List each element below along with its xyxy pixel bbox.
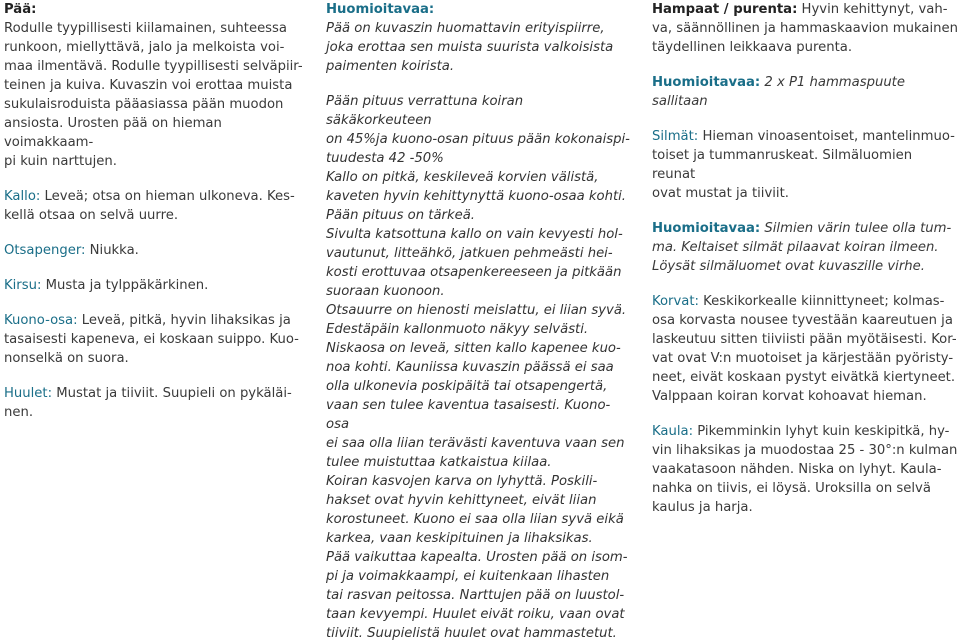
silmat-line: Hieman vinoasentoiset, mantelinmuo- [698,129,955,144]
huom2-line: Löysät silmäluomet ovat kuvaszille virhe. [652,259,925,274]
silmat-paragraph [652,127,958,203]
kuono-line: nonselkä on suora. [4,351,129,366]
huom1-text: 2 x P1 hammaspuute sallitaan [652,75,905,109]
huulet-line: Mustat ja tiiviit. Suupieli on pykäläi- [52,386,292,401]
huom2-line: Silmien värin tulee olla tum- [760,221,952,236]
body-line: taan kevyempi. Huulet eivät roiku, vaan ovat [326,607,625,622]
body-line: tulee muistuttaa katkaistua kiilaa. [326,455,552,470]
body-line: olla ulkonevia poskipäitä tai otsapengertä, [326,379,608,394]
body-line: Pää vaikuttaa kapealta. Urosten pää on isom- [326,550,628,565]
kaula-term: Kaula: [652,424,694,439]
huulet-term: Huulet: [4,386,53,401]
kaula-line: kaulus ja harja. [652,500,753,515]
body-line: on 45%ja kuono-osan pituus pään kokonaispi- [326,132,630,147]
body-line: hakset ovat hyvin kehittyneet, eivät liian [326,493,597,508]
korvat-line: Keskikorkealle kiinnittyneet; kolmas- [698,294,945,309]
huom2-term: Huomioitavaa: [652,221,761,236]
body-line: karkea, vaan keskipituinen ja lihaksikas. [326,531,593,546]
body-line: Otsauurre on hienosti meislattu, ei liian syvä. [326,303,627,318]
body-line: tuudesta 42 -50% [326,151,444,166]
paa-line: runkoon, miellyttävä, jalo ja melkoista voi- [4,40,285,55]
body-line: Pään pituus verrattuna koiran säkäkorkeuteen [326,94,524,128]
paa-line: ansiosta. Urosten pää on hieman voimakkaam- [4,116,222,150]
hampaat-term: Hampaat / purenta: [652,2,798,17]
kaula-line: vaakatasoon nähden. Niska on lyhyt. Kaula- [652,462,942,477]
korvat-line: Valppaan koiran korvat kohoavat hieman. [652,389,927,404]
column-2 [326,0,632,643]
huulet-paragraph [4,384,304,422]
kuono-paragraph [4,311,304,368]
column-1 [4,0,304,422]
paa-line: sukulaisroduista pääasiassa pään muodon [4,97,284,112]
otsapenger-paragraph [4,241,304,260]
korvat-line: laskeutuu sitten tiiviisti pään myötäisesti. Kor- [652,332,957,347]
huom1-paragraph [652,73,958,111]
huom2-paragraph [652,219,958,276]
body-line: Kallo on pitkä, keskileveä korvien välistä, [326,170,599,185]
paa-line: Rodulle tyypillisesti kiilamainen, suhteessa [4,21,288,36]
paa-line: teinen ja kuiva. Kuvaszin voi erottaa muista [4,78,293,93]
kuono-line: tasaisesti kapeneva, ei koskaan suippo. Kuo- [4,332,299,347]
otsapenger-text: Niukka. [85,243,139,258]
body-line: suoraan kuonoon. [326,284,445,299]
huom-line: Pää on kuvaszin huomattavin erityispiirre, [326,21,605,36]
korvat-paragraph [652,292,958,406]
column-3 [652,0,958,517]
kirsu-term: Kirsu: [4,278,42,293]
huomioitavaa-heading: Huomioitavaa: [326,2,435,17]
body-line: Pään pituus on tärkeä. [326,208,475,223]
body-line: kosti erottuvaa otsapenkereeseen ja pitkään [326,265,622,280]
body-line: ei saa olla liian terävästi kaventuva vaan sen [326,436,625,451]
silmat-line: ovat mustat ja tiiviit. [652,186,789,201]
kaula-line: nahka on tiivis, ei löysä. Uroksilla on selvä [652,481,931,496]
body-line: Edestäpäin kallonmuoto näkyy selvästi. [326,322,589,337]
otsapenger-term: Otsapenger: [4,243,86,258]
kaula-paragraph [652,422,958,517]
body-line: korostuneet. Kuono ei saa olla liian syvä eikä [326,512,624,527]
hampaat-line: Hyvin kehittynyt, vah- [797,2,948,17]
body-line: Niskaosa on leveä, sitten kallo kapenee kuo- [326,341,621,356]
korvat-term: Korvat: [652,294,699,309]
huom2-line: ma. Keltaiset silmät pilaavat koiran ilmeen. [652,240,939,255]
body-line: kaveten hyvin kehittynyttä kuono-osaa kohti. [326,189,626,204]
body-line: pi ja voimakkaampi, ei kuitenkaan lihasten [326,569,610,584]
hampaat-line: täydellinen leikkaava purenta. [652,40,853,55]
paa-heading: Pää: [4,2,37,17]
huomioitavaa-paragraph [326,19,632,76]
kuono-line: Leveä, pitkä, hyvin lihaksikas ja [77,313,291,328]
body-line: noa kohti. Kauniissa kuvaszin päässä ei saa [326,360,614,375]
kirsu-paragraph [4,276,304,295]
huom-line: paimenten koirista. [326,59,455,74]
huom-line: joka erottaa sen muista suurista valkoisista [326,40,614,55]
kaula-line: Pikemminkin lyhyt kuin keskipitkä, hy- [693,424,950,439]
hampaat-line: va, säännöllinen ja hammaskaavion mukainen [652,21,958,36]
head-description-paragraph [326,92,632,643]
silmat-term: Silmät: [652,129,699,144]
korvat-line: vat ovat V:n muotoiset ja kärjestään pyöristy- [652,351,954,366]
kallo-line: Leveä; otsa on hieman ulkoneva. Kes- [40,189,295,204]
paa-line: pi kuin narttujen. [4,154,117,169]
huom1-term: Huomioitavaa: [652,75,761,90]
body-line: Sivulta katsottuna kallo on vain kevyesti hol- [326,227,623,242]
kallo-paragraph [4,187,304,225]
korvat-line: neet, eivät koskaan pystyt eivätkä kiertyneet. [652,370,956,385]
paa-line: maa ilmentävä. Rodulle tyypillisesti selväpiir- [4,59,303,74]
body-line: tai rasvan peitossa. Narttujen pää on luustol- [326,588,625,603]
huulet-line: nen. [4,405,34,420]
kaula-line: vin lihaksikas ja muodostaa 25 - 30°:n kulman [652,443,958,458]
kirsu-text: Musta ja tylppäkärkinen. [41,278,209,293]
body-line: tiiviit. Suupielistä huulet ovat hammastetut. [326,626,617,641]
paa-paragraph [4,19,304,171]
kallo-term: Kallo: [4,189,41,204]
kallo-line: kellä otsaa on selvä uurre. [4,208,179,223]
korvat-line: osa korvasta nousee tyvestään kaareutuen ja [652,313,953,328]
body-line: Koiran kasvojen karva on lyhyttä. Poskili- [326,474,598,489]
hampaat-paragraph [652,0,958,57]
body-line: vaan sen tulee kaventua tasaisesti. Kuono-osa [326,398,611,432]
kuono-term: Kuono-osa: [4,313,78,328]
silmat-line: toiset ja tummanruskeat. Silmäluomien reunat [652,148,913,182]
body-line: vautunut, litteähkö, jatkuen pehmeästi hei- [326,246,613,261]
